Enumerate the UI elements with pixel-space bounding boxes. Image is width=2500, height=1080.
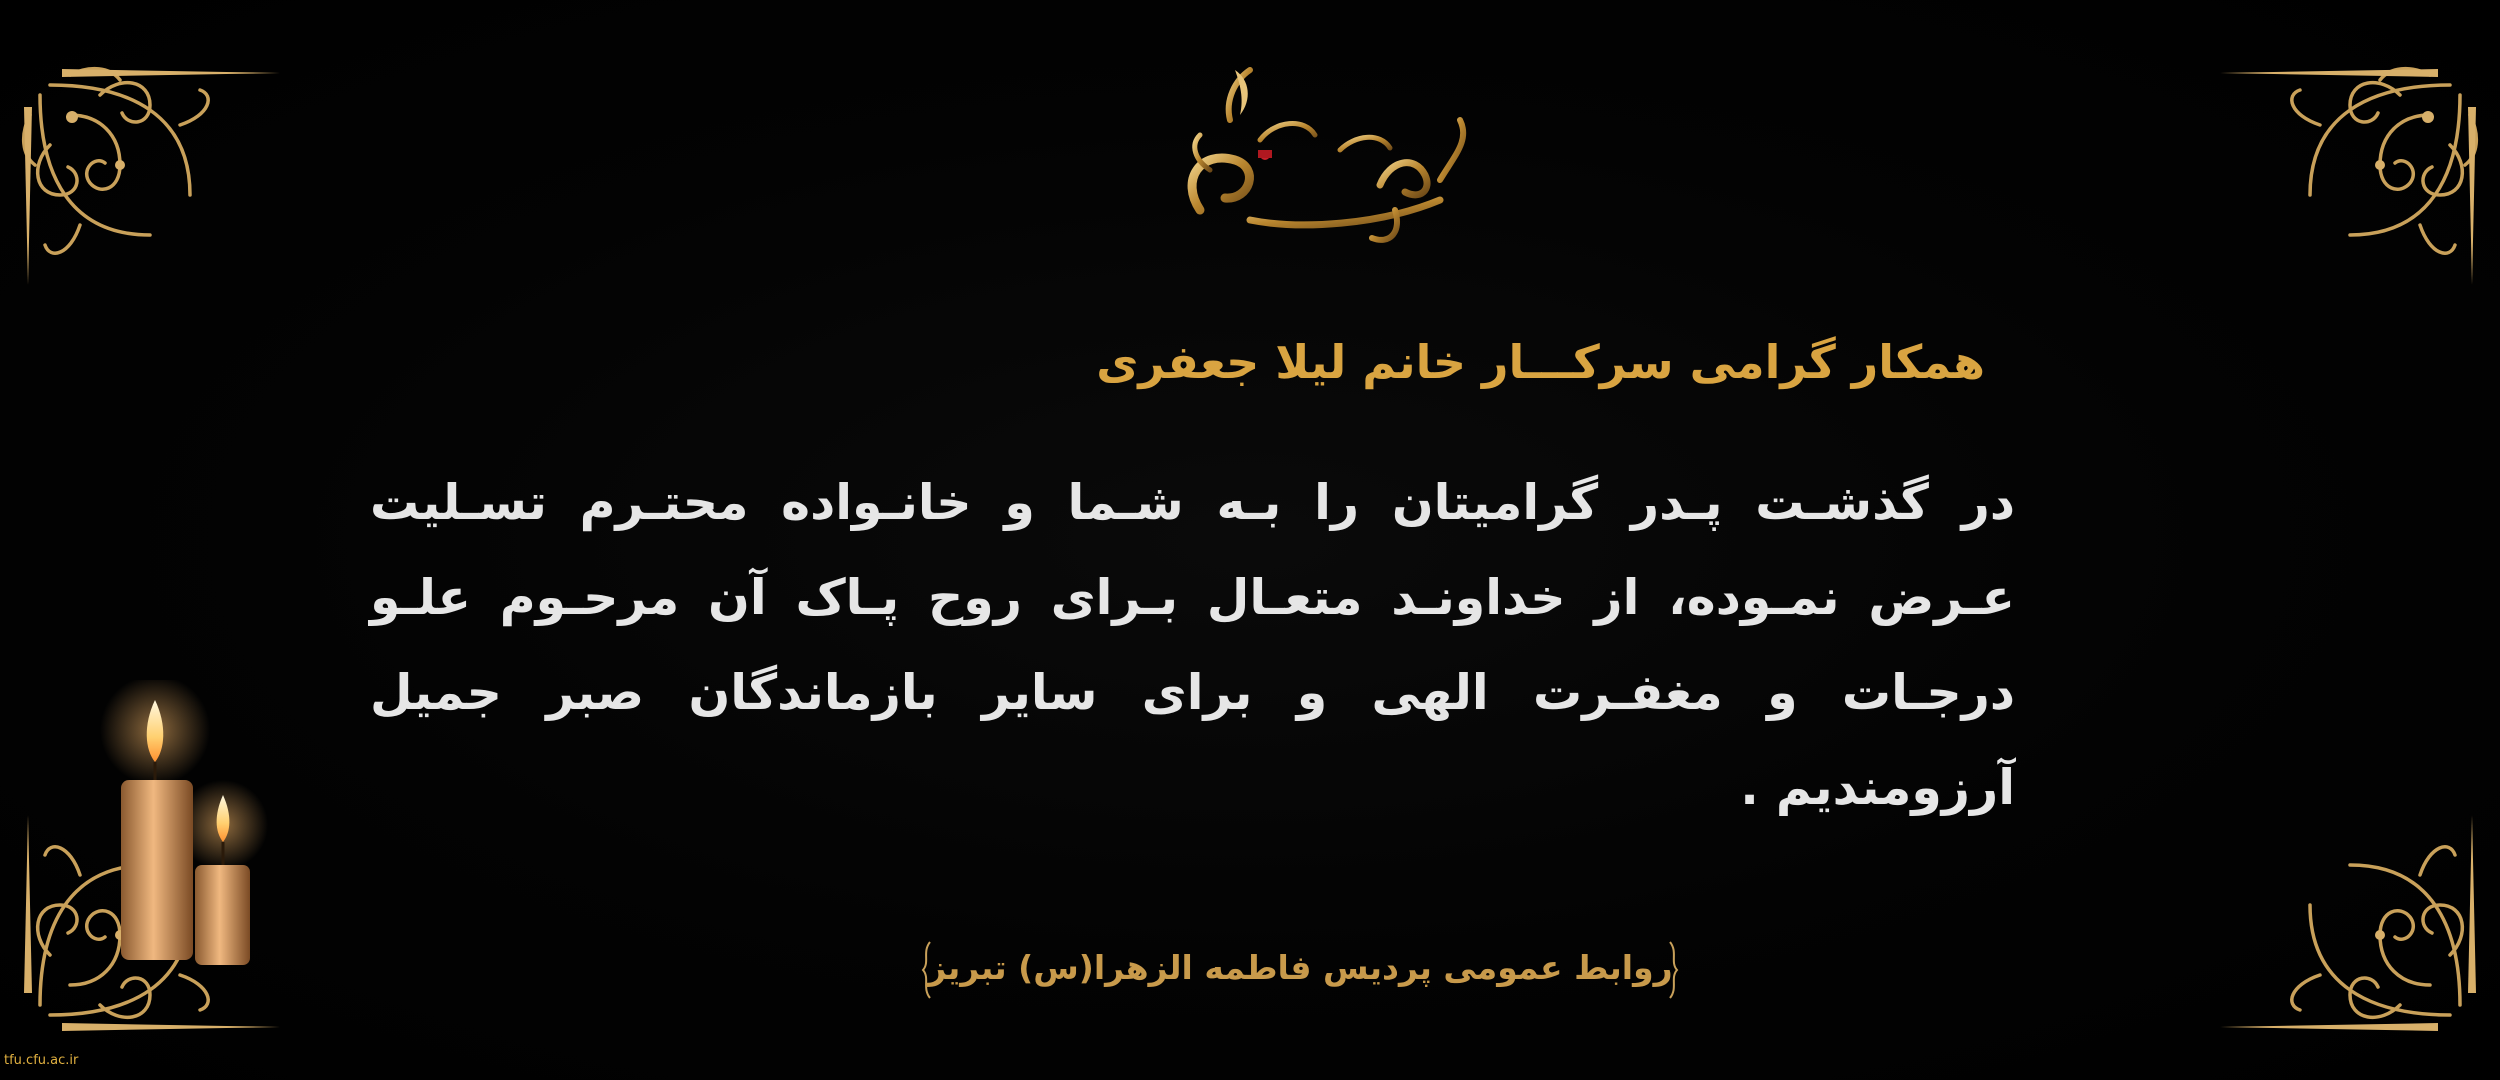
- corner-ornament-top-left: [10, 55, 300, 345]
- corner-ornament-bottom-right: [2200, 755, 2490, 1045]
- site-watermark: tfu.cfu.ac.ir: [4, 1053, 79, 1068]
- candles-image: [95, 680, 275, 980]
- signature-block: [920, 940, 1680, 1000]
- calligraphy-emblem: [1140, 60, 1490, 250]
- bracket-ornament-right: [1668, 940, 1680, 1000]
- recipient-heading: همکار گرامی سرکـــار خانم لیلا جعفری: [1096, 335, 1985, 389]
- condolence-message: در گذشـت پـدر گرامیتان را بـه شـما و خانـواده محتـرم تسـلیت عـرض نمـوده، از خداونـد متعـال بـرای روح پـاک آن مرحـوم علـو درجـات و مغفـرت الهی و برای سایر بازماندگان صبر جمیل آرزومندیم .: [370, 474, 2015, 816]
- corner-ornament-top-right: [2200, 55, 2490, 345]
- signature-text: روابط عمومی پردیس فاطمه الزهرا(س) تبریز: [927, 948, 1673, 987]
